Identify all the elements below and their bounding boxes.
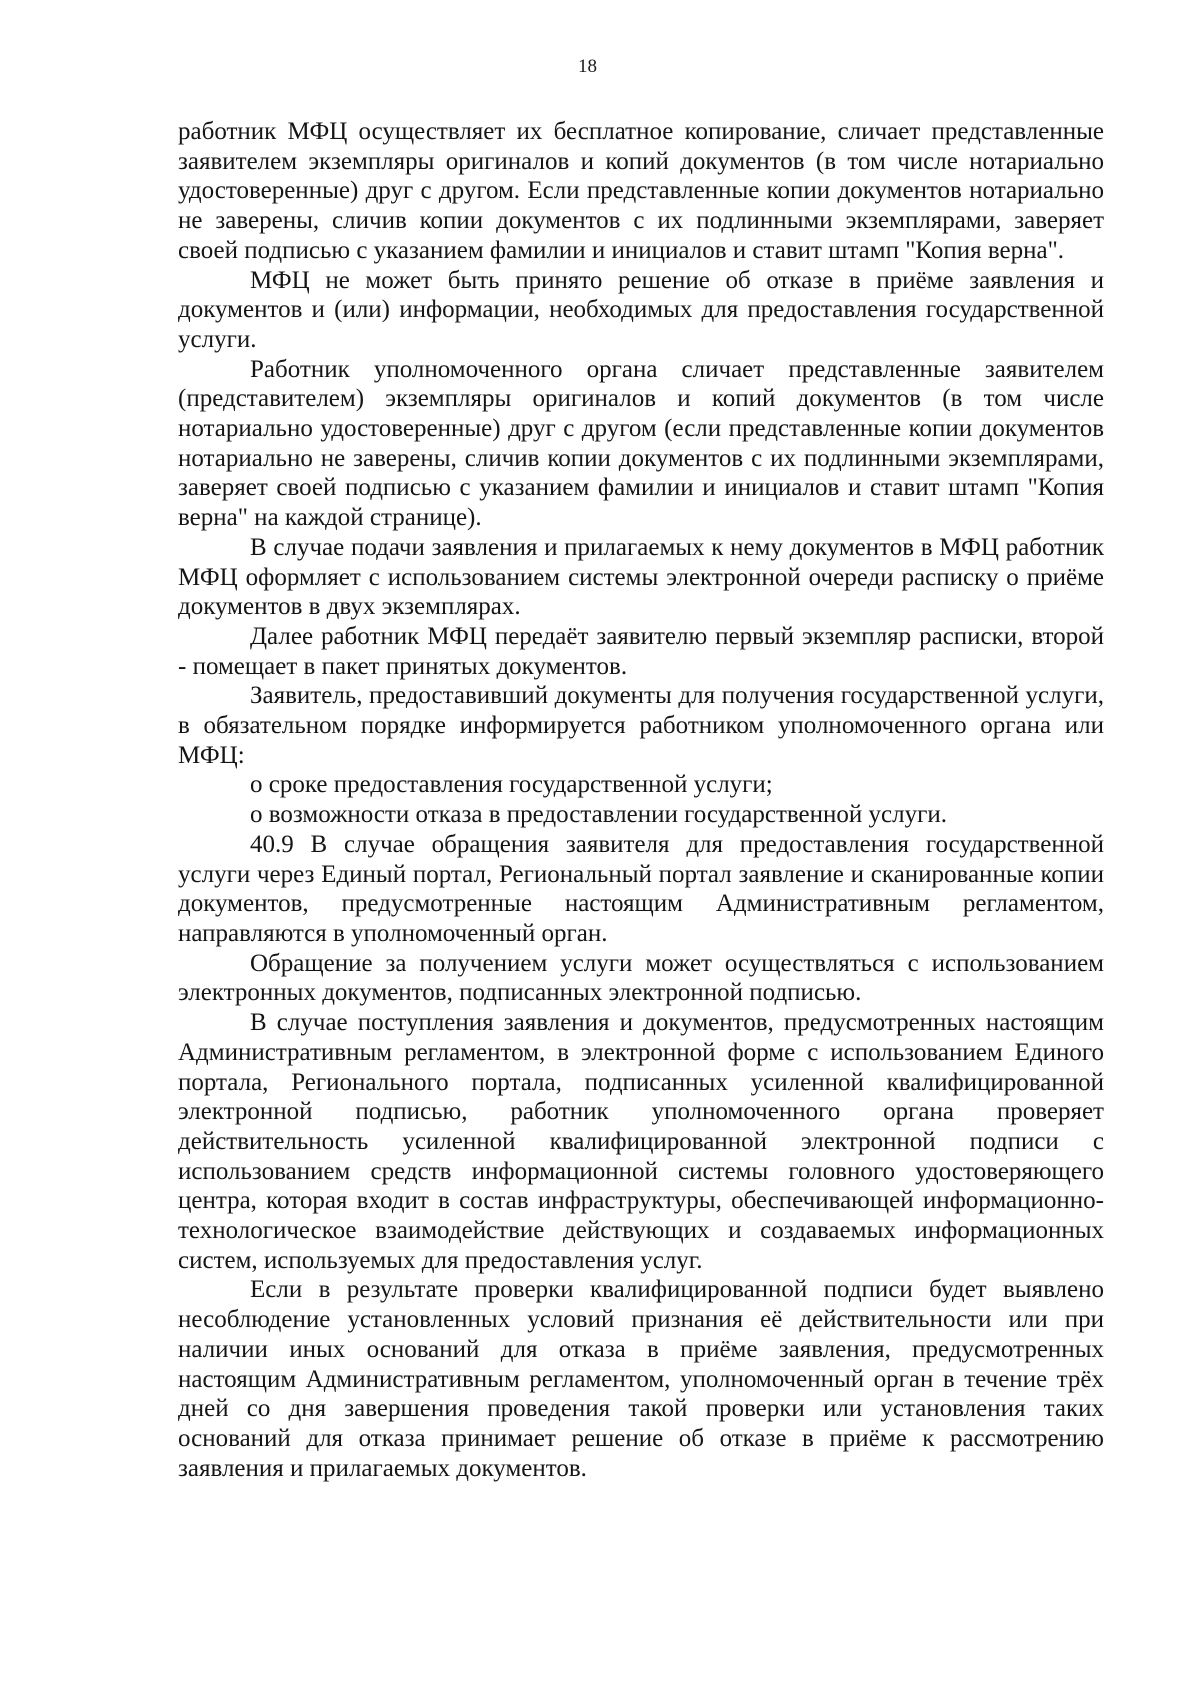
- list-item-refusal-possibility: о возможности отказа в предоставлении государственной услуги.: [250, 801, 947, 829]
- document-body: [178, 117, 1104, 1483]
- paragraph-signature-verification: В случае поступления заявления и документов, предусмотренных настоящим Административным регламентом, в электронной форме с использованием Единого портала, Регионального портала, подписанных усиленной квалифицированной электронной подписью, работник уполномоченного органа проверяет действительность усиленной квалифицированной электронной подписи с использованием средств информационной системы головного удостоверяющего центра, которая входит в состав инфраструктуры, обеспечивающей информационно-технологическое взаимодействие действующих и создаваемых информационных систем, используемых для предоставления услуг.: [178, 1009, 1104, 1274]
- paragraph-receipt-copies: Далее работник МФЦ передаёт заявителю первый экземпляр расписки, второй - помещает в пакет принятых документов.: [178, 622, 1104, 680]
- paragraph-section-40-9: 40.9 В случае обращения заявителя для предоставления государственной услуги через Единый портал, Региональный портал заявление и сканированные копии документов, предусмотренные настоящим Административным регламентом, направляются в уполномоченный орган.: [178, 830, 1104, 947]
- paragraph-mfc-no-refusal: МФЦ не может быть принято решение об отказе в приёме заявления и документов и (или) информации, необходимых для предоставления государственной услуги.: [178, 266, 1104, 353]
- page-number: 18: [578, 56, 597, 77]
- paragraph-mfc-copying: работник МФЦ осуществляет их бесплатное копирование, сличает представленные заявителем экземпляры оригиналов и копий документов (в том числе нотариально удостоверенные) друг с другом. Если представленные копии документов нотариально не заверены, сличив копии документов с их подлинными экземплярами, заверяет своей подписью с указанием фамилии и инициалов и ставит штамп "Копия верна".: [178, 118, 1104, 264]
- paragraph-applicant-informed: Заявитель, предоставивший документы для получения государственной услуги, в обязательном порядке информируется работником уполномоченного органа или МФЦ:: [178, 682, 1104, 769]
- list-item-term: о сроке предоставления государственной услуги;: [250, 771, 773, 799]
- paragraph-mfc-receipt: В случае подачи заявления и прилагаемых к нему документов в МФЦ работник МФЦ оформляет с использованием системы электронной очереди расписку о приёме документов в двух экземплярах.: [178, 533, 1104, 621]
- paragraph-authorized-body-check: Работник уполномоченного органа сличает представленные заявителем (представителем) экземпляры оригиналов и копий документов (в том числе нотариально удостоверенные) друг с другом (если представленные копии документов нотариально не заверены, сличив копии документов с их подлинными экземплярами, заверяет своей подписью с указанием фамилии и инициалов и ставит штамп "Копия верна" на каждой странице).: [178, 355, 1104, 532]
- paragraph-refusal-decision: Если в результате проверки квалифицированной подписи будет выявлено несоблюдение установленных условий признания её действительности или при наличии иных оснований для отказа в приёме заявления, предусмотренных настоящим Административным регламентом, уполномоченный орган в течение трёх дней со дня завершения проведения такой проверки или установления таких оснований для отказа принимает решение об отказе в приёме к рассмотрению заявления и прилагаемых документов.: [178, 1276, 1104, 1482]
- paragraph-electronic-documents: Обращение за получением услуги может осуществляться с использованием электронных документов, подписанных электронной подписью.: [178, 949, 1104, 1007]
